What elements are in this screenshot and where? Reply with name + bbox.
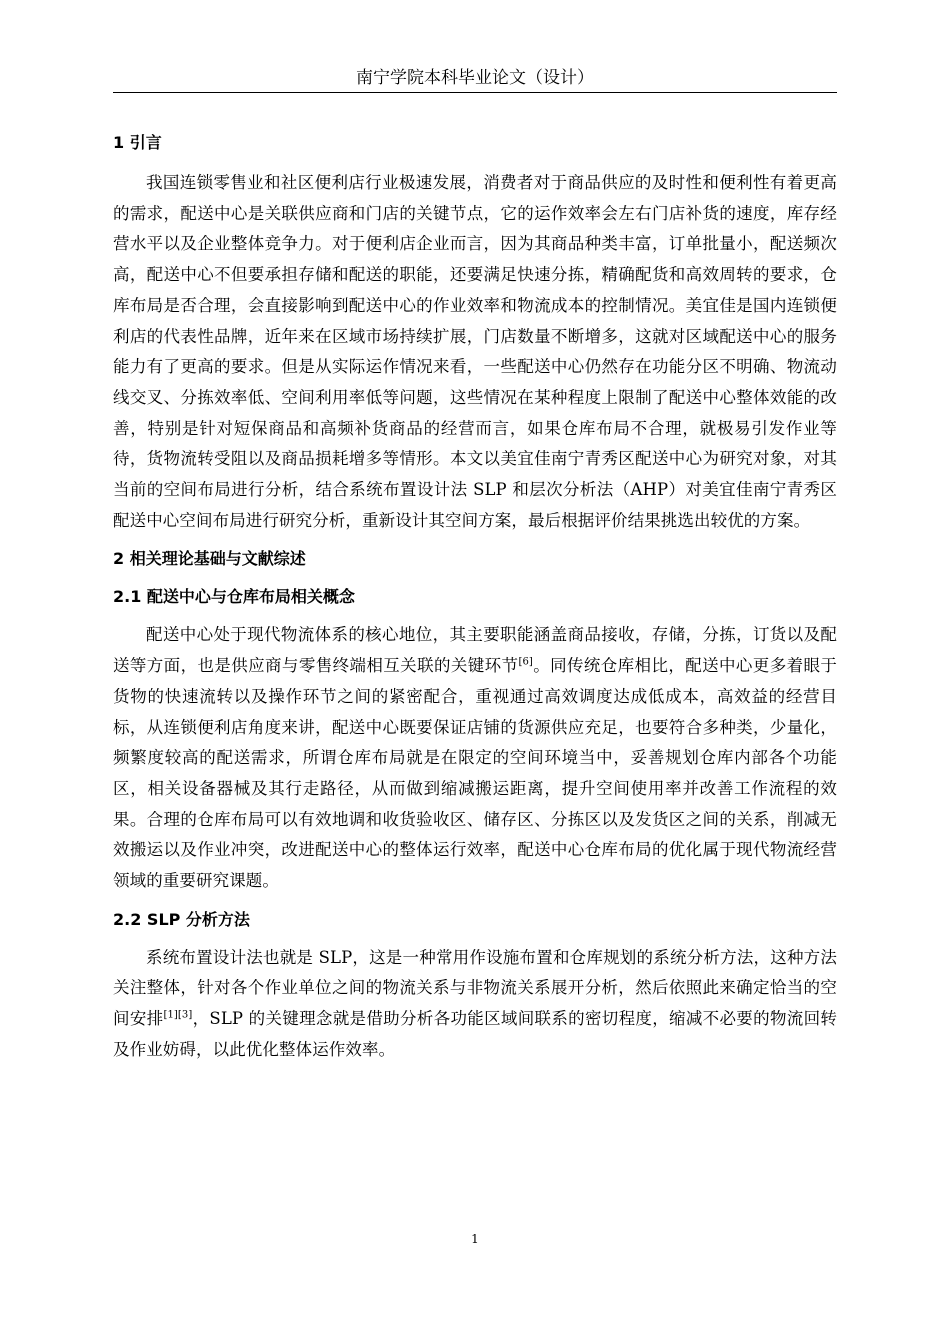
- page-footer: [0, 1232, 950, 1246]
- section-2-2-paragraph: [113, 943, 837, 1066]
- section-2-2-text-b: ，SLP 的关键理念就是借助分析各功能区域间联系的密切程度，缩减不必要的物流回转及作业妨碍，以此优化整体运作效率。: [113, 1009, 837, 1059]
- page-body: [113, 124, 837, 1066]
- section-2-1-text-a: 配送中心处于现代物流体系的核心地位，其主要职能涵盖商品接收，存储，分拣，订货以及配送等方面，也是供应商与零售终端相互关联的关键环节: [113, 625, 837, 676]
- section-2-1-title: 2.1 配送中心与仓库布局相关概念: [113, 587, 355, 607]
- section-1-paragraph: 我国连锁零售业和社区便利店行业极速发展，消费者对于商品供应的及时性和便利性有着更高的需求，配送中心是关联供应商和门店的关键节点，它的运作效率会左右门店补货的速度，库存经营水平以及企业整体竞争力。对于便利店企业而言，因为其商品种类丰富，订单批量小，配送频次高，配送中心不但要承担存储和配送的职能，还要满足快速分拣，精确配货和高效周转的要求，仓库布局是否合理，会直接影响到配送中心的作业效率和物流成本的控制情况。美宜佳是国内连锁便利店的代表性品牌，近年来在区域市场持续扩展，门店数量不断增多，这就对区域配送中心的服务能力有了更高的要求。但是从实际运作情况来看，一些配送中心仍然存在功能分区不明确、物流动线交叉、分拣效率低、空间利用率低等问题，这些情况在某种程度上限制了配送中心整体效能的改善，特别是针对短保商品和高频补货商品的经营而言，如果仓库布局不合理，就极易引发作业等待，货物流转受阻以及商品损耗增多等情形。本文以美宜佳南宁青秀区配送中心为研究对象，对其当前的空间布局进行分析，结合系统布置设计法 SLP 和层次分析法（AHP）对美宜佳南宁青秀区配送中心空间布局进行研究分析，重新设计其空间方案，最后根据评价结果挑选出较优的方案。: [113, 173, 837, 530]
- section-2-2-title: 2.2 SLP 分析方法: [113, 909, 250, 929]
- header-title: 南宁学院本科毕业论文（设计）: [356, 68, 594, 88]
- section-1-title: 1 引言: [113, 133, 162, 152]
- page-number: 1: [471, 1232, 479, 1246]
- citation-ref: [1][3]: [163, 1009, 193, 1021]
- section-2-1-text-b: 。同传统仓库相比，配送中心更多着眼于货物的快速流转以及操作环节之间的紧密配合，重视通过高效调度达成低成本，高效益的经营目标，从连锁便利店角度来讲，配送中心既要保证店铺的货源供应充足，也要符合多种类，少量化，频繁度较高的配送需求，所谓仓库布局就是在限定的空间环境当中，妥善规划仓库内部各个功能区，相关设备器械及其行走路径，从而做到缩减搬运距离，提升空间使用率并改善工作流程的效果。合理的仓库布局可以有效地调和收货验收区、储存区、分拣区以及发货区之间的关系，削减无效搬运以及作业冲突，改进配送中心的整体运行效率，配送中心仓库布局的优化属于现代物流经营领域的重要研究课题。: [113, 656, 837, 891]
- section-2-title: 2 相关理论基础与文献综述: [113, 549, 306, 569]
- section-2-2-text-a: 系统布置设计法也就是 SLP，这是一种常用作设施布置和仓库规划的系统分析方法，这种方法关注整体，针对各个作业单位之间的物流关系与非物流关系展开分析，然后依照此来确定恰当的空间安排: [113, 947, 837, 1029]
- citation-ref: [6]: [518, 656, 533, 668]
- section-2-1-paragraph: [113, 620, 837, 896]
- page-header: [113, 64, 837, 93]
